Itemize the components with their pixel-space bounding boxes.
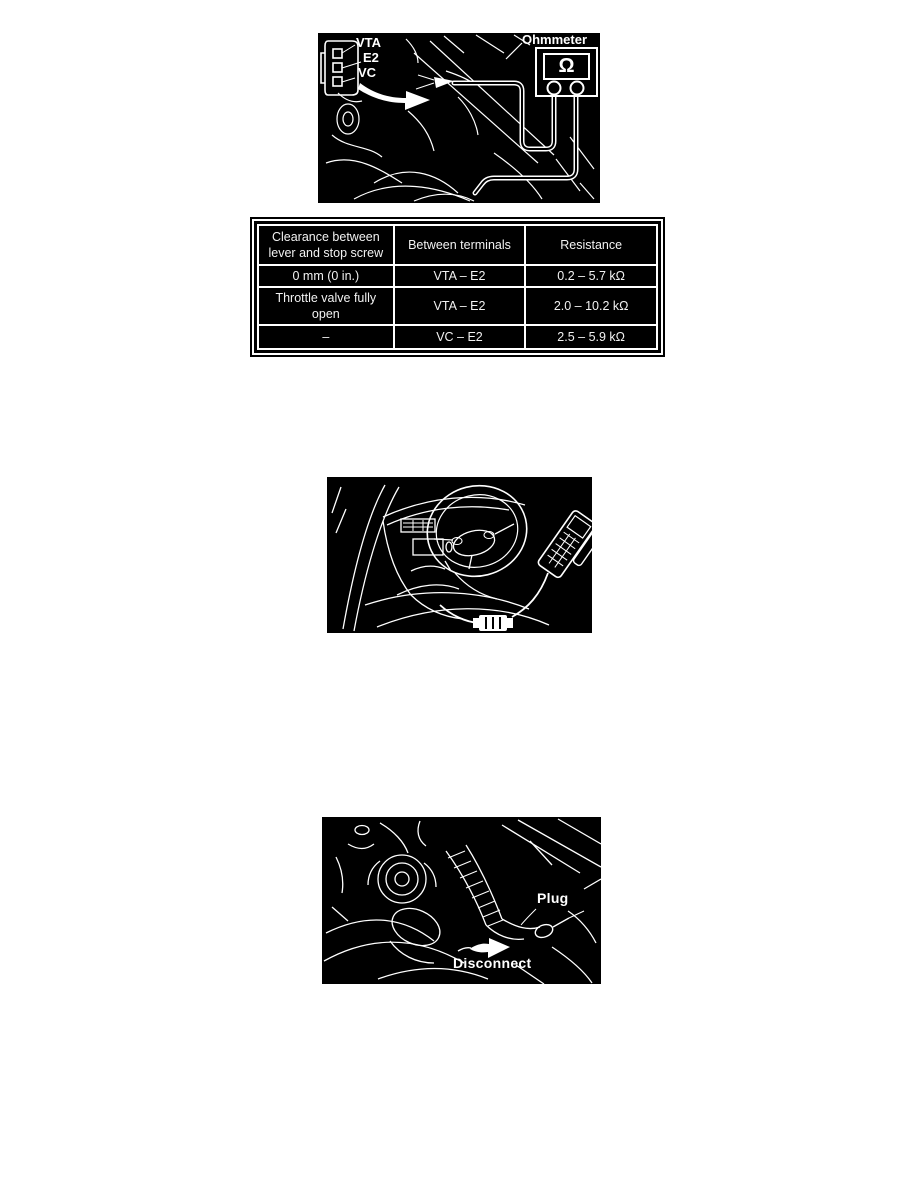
figure-ohmmeter-check (318, 33, 600, 203)
figure-scan-tool (327, 477, 592, 633)
cell-clearance: – (258, 325, 394, 349)
table-row (258, 287, 657, 325)
plug-icon (533, 922, 554, 939)
figure-plug-disconnect (322, 817, 601, 984)
probe-clip-icon (416, 75, 454, 89)
cell-terminals: VTA – E2 (394, 287, 526, 325)
resistance-table (257, 224, 658, 350)
pin-label-e2: E2 (363, 50, 379, 65)
ohmmeter-label: Ohmmeter (522, 33, 588, 47)
cell-clearance: Throttle valve fully open (258, 287, 394, 325)
interior-line-art (327, 477, 592, 633)
cell-terminals: VTA – E2 (394, 265, 526, 287)
resistance-table-block (250, 217, 665, 357)
table-row (258, 325, 657, 349)
omega-symbol: Ω (558, 55, 575, 77)
resistance-table-border (252, 219, 663, 355)
disconnect-label: Disconnect (453, 955, 532, 971)
pin-label-vta: VTA (356, 35, 382, 50)
table-header-row (258, 225, 657, 265)
table-row (258, 265, 657, 287)
dlc-connector-icon (473, 615, 513, 631)
ohmmeter-leads (454, 83, 576, 193)
cell-terminals: VC – E2 (394, 325, 526, 349)
cell-resistance: 0.2 – 5.7 kΩ (525, 265, 657, 287)
plug-label: Plug (537, 890, 569, 906)
pin-label-vc: VC (358, 65, 377, 80)
header-terminals: Between terminals (394, 225, 526, 265)
header-clearance: Clearance between lever and stop screw (258, 225, 394, 265)
scan-tool-icon (537, 509, 592, 584)
cell-resistance: 2.5 – 5.9 kΩ (525, 325, 657, 349)
probe-arrow-icon (358, 83, 430, 110)
header-resistance: Resistance (525, 225, 657, 265)
cell-resistance: 2.0 – 10.2 kΩ (525, 287, 657, 325)
cell-clearance: 0 mm (0 in.) (258, 265, 394, 287)
connector-icon (321, 41, 361, 95)
